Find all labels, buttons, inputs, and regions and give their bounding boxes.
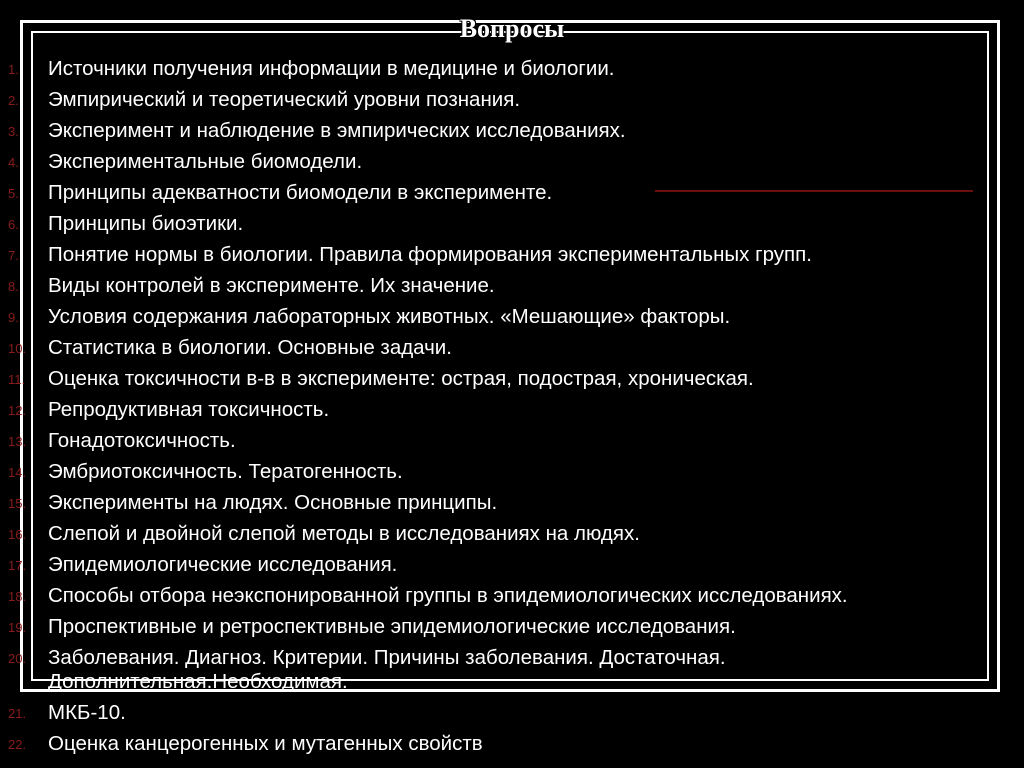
item-text: Статистика в биологии. Основные задачи. [48, 336, 452, 359]
item-text: Оценка канцерогенных и мутагенных свойств [48, 732, 483, 755]
item-text: Условия содержания лабораторных животных. «Мешающие» факторы. [48, 305, 731, 328]
item-number: 9. [8, 310, 19, 325]
list-item [0, 365, 1024, 396]
item-text: Эпидемиологические исследования. [48, 553, 398, 576]
item-text: Виды контролей в эксперименте. Их значение. [48, 274, 495, 297]
list-item [0, 179, 1024, 210]
list-item [0, 730, 1024, 761]
list-item [0, 520, 1024, 551]
item-text: Эксперимент и наблюдение в эмпирических исследованиях. [48, 119, 626, 142]
list-item [0, 644, 1024, 699]
list-item [0, 334, 1024, 365]
list-item [0, 699, 1024, 730]
item-number: 6. [8, 217, 19, 232]
item-text: Заболевания. Диагноз. Критерии. Причины заболевания. Достаточная. Дополнительная.Необходимая. [48, 646, 726, 693]
list-item [0, 551, 1024, 582]
item-number: 21. [8, 706, 27, 721]
item-text: Способы отбора неэкспонированной группы в эпидемиологических исследованиях. [48, 584, 848, 607]
question-list [0, 55, 1024, 761]
item-number: 2. [8, 93, 19, 108]
item-text: Эмпирический и теоретический уровни познания. [48, 88, 521, 111]
list-item [0, 86, 1024, 117]
slide-title: Вопросы [459, 14, 565, 43]
list-item [0, 55, 1024, 86]
item-text: Источники получения информации в медицине и биологии. [48, 57, 615, 80]
item-number: 18. [8, 589, 27, 604]
item-number: 8. [8, 279, 19, 294]
item-number: 7. [8, 248, 19, 263]
list-item [0, 427, 1024, 458]
item-number: 3. [8, 124, 19, 139]
item-text: Понятие нормы в биологии. Правила формирования экспериментальных групп. [48, 243, 812, 266]
list-item [0, 458, 1024, 489]
item-text: Проспективные и ретроспективные эпидемиологические исследования. [48, 615, 736, 638]
item-number: 16. [8, 527, 27, 542]
item-text: Эмбриотоксичность. Тератогенность. [48, 460, 403, 483]
item-text: Экспериментальные биомодели. [48, 150, 363, 173]
list-item [0, 117, 1024, 148]
item-text: Слепой и двойной слепой методы в исследованиях на людях. [48, 522, 640, 545]
item-text: Эксперименты на людях. Основные принципы. [48, 491, 498, 514]
list-item [0, 303, 1024, 334]
item-number: 11. [8, 372, 26, 387]
item-number: 19. [8, 620, 27, 635]
item-text: Гонадотоксичность. [48, 429, 236, 452]
item-text: МКБ-10. [48, 701, 126, 724]
item-text: Оценка токсичности в-в в эксперименте: острая, подострая, хроническая. [48, 367, 754, 390]
item-number: 22. [8, 737, 27, 752]
item-number: 14. [8, 465, 27, 480]
item-number: 1. [8, 62, 19, 77]
item-number: 4. [8, 155, 19, 170]
list-item [0, 148, 1024, 179]
list-item [0, 489, 1024, 520]
item-number: 10. [8, 341, 27, 356]
item-number: 13. [8, 434, 27, 449]
item-text: Принципы адекватности биомодели в эксперименте. [48, 181, 553, 204]
item-number: 17. [8, 558, 27, 573]
list-item [0, 241, 1024, 272]
item-number: 5. [8, 186, 19, 201]
item-text: Принципы биоэтики. [48, 212, 244, 235]
item-number: 15. [8, 496, 27, 511]
item-number: 12. [8, 403, 27, 418]
list-item [0, 272, 1024, 303]
list-item [0, 582, 1024, 613]
item-number: 20. [8, 651, 27, 666]
list-item [0, 210, 1024, 241]
list-item [0, 613, 1024, 644]
list-item [0, 396, 1024, 427]
item-text: Репродуктивная токсичность. [48, 398, 330, 421]
